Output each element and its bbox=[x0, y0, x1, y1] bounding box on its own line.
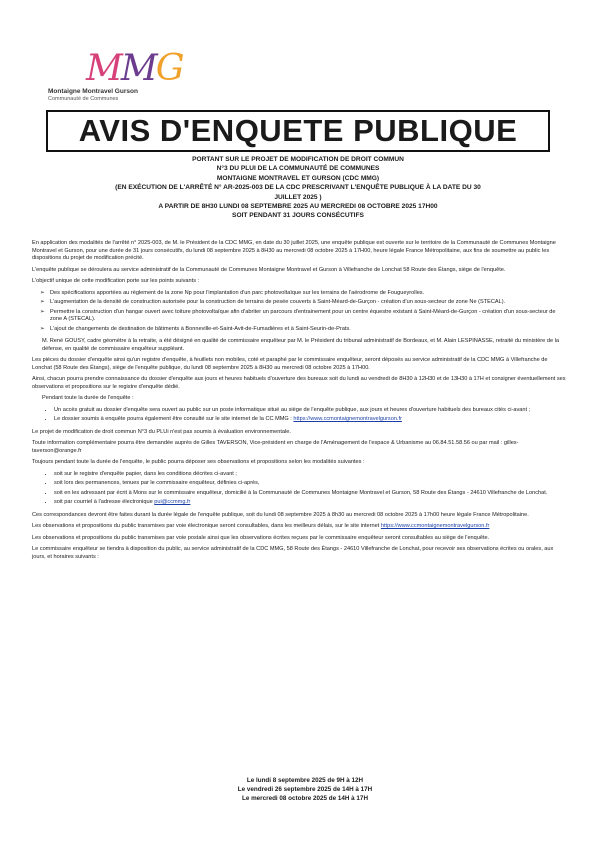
title-banner bbox=[46, 110, 550, 152]
intro-paragraph: L'enquête publique se déroulera au service administratif de la Communauté de Communes Montaigne Montravel et Gurson à Villefranche de Lonchat 58 Route des Étangs, siège de l'enquête. bbox=[32, 266, 506, 273]
logo-name: Montaigne Montravel Gurson bbox=[48, 88, 138, 95]
public-observations-paragraph: Les observations et propositions du public transmises par voie postale ainsi que les observations écrites reçues par le commissaire enquêteur seront consultables au siège de l'enquête. bbox=[32, 534, 490, 541]
website-link[interactable]: https://www.ccmontaignemontravelgurson.fr bbox=[293, 416, 402, 422]
schedule-line: Le vendredi 26 septembre 2025 de 14H à 17H bbox=[237, 786, 373, 793]
duration-intro: Pendant toute la durée de l'enquête : bbox=[42, 395, 134, 401]
email-link[interactable]: pui@ccmmg.fr bbox=[154, 499, 191, 505]
dossier-paragraph: Ainsi, chacun pourra prendre connaissance du dossier d'enquête aux jours et heures habituels d'ouverture des bureaux soit du lundi au vendredi de 8H30 à 12H30 et de 13H30 à 17H et consigner éventuellement ses observations et propositions sur le registre d'enquête dédié. bbox=[32, 376, 566, 390]
subheading bbox=[56, 155, 540, 221]
subheading-line: PORTANT SUR LE PROJET DE MODIFICATION DE DROIT COMMUN bbox=[192, 156, 404, 163]
info-paragraph: Toute information complémentaire pourra être demandée auprès de Gilles TAVERSON, Vice-président en charge de l'Aménagement de l'espace & Urbanisme au 06.84.51.58.56 ou par mail : gilles-taverson@orange.fr bbox=[32, 440, 519, 454]
subheading-line: MONTAIGNE MONTRAVEL ET GURSON (CDC MMG) bbox=[216, 174, 380, 182]
observations-list bbox=[32, 471, 566, 507]
logo-mark bbox=[86, 48, 183, 89]
duration-list bbox=[32, 407, 566, 424]
objectives-list bbox=[32, 290, 566, 334]
duration-item bbox=[54, 416, 566, 424]
intro-paragraph: En application des modalités de l'arrêté n° 2025-003, de M. le Président de la CDC MMG, en date du 30 juillet 2025, une enquête publique est ouverte sur le territoire de la Communauté de Communes Montaigne Montravel et Gurson, pour une durée de 31 jours consécutifs, du lundi 08 septembre 2025 à 8H30 au mercredi 08 octobre 2025 à 17H00, heure légale France Métropolitaine, aux fins de soumettre au public les dispositions du projet de modification précité. bbox=[32, 240, 556, 261]
duration-item: • Un accès gratuit au dossier d'enquête sera ouvert au public sur un poste informatique situé au siège de l'enquête publique, aux jours et heures d'ouverture habituels des bureaux cités ci-avant ; bbox=[54, 407, 566, 415]
observation-item bbox=[54, 499, 566, 507]
commissioners-paragraph: M. René GOUSY, cadre géomètre à la retraite, a été désigné en qualité de commissaire enquêteur par M. le Président du tribunal administratif de Bordeaux, et M. Alain LESPINASSE, retraité du ministère de la défense, en qualité de commissaire enquêteur suppléant. bbox=[42, 338, 559, 352]
objective-item: ➢ L'ajout de changements de destination de bâtiments à Bonneville-et-Saint-Avit-de-Fumadières et à Saint-Seurin-de-Prats. bbox=[50, 326, 566, 334]
logo-letter: M bbox=[120, 48, 156, 89]
subheading-line: (EN EXÉCUTION DE L'ARRÊTÉ N° AR-2025-003 DE LA CDC PRESCRIVANT L'ENQUÊTE PUBLIQUE À LA DATE DU 30 bbox=[115, 184, 481, 192]
observation-item: • soit en les adressant par écrit à Mons sur le commissaire enquêteur, domicilié à la Communauté de Communes Montaigne Montravel et Gurson, 58 Route des Étangs - 24610 Villefranche de Lonchat. bbox=[54, 490, 566, 498]
observation-item-text: soit par courriel à l'adresse électronique bbox=[54, 499, 155, 505]
permanence-schedule bbox=[160, 776, 450, 803]
page-title: AVIS D'ENQUETE PUBLIQUE bbox=[78, 113, 518, 148]
public-observations-paragraph bbox=[32, 523, 566, 531]
logo-letter: G bbox=[155, 48, 183, 89]
subheading-line: A PARTIR DE 8H30 LUNDI 08 SEPTEMBRE 2025 AU MERCREDI 08 OCTOBRE 2025 17H00 bbox=[158, 203, 438, 211]
objective-item: ➢ Des spécifications apportées au règlement de la zone Np pour l'implantation d'un parc photovoltaïque sur les terrains de l'aérodrome de Fougueyrolles. bbox=[50, 290, 566, 298]
observations-intro: Toujours pendant toute la durée de l'enquête, le public pourra déposer ses observations et propositions selon les modalités suivantes : bbox=[32, 459, 365, 465]
subheading-line: SOIT PENDANT 31 JOURS CONSÉCUTIFS bbox=[232, 212, 364, 220]
subheading-line: N°3 DU PLUI DE LA COMMUNAUTÉ DE COMMUNES bbox=[216, 165, 380, 173]
observation-item: • soit sur le registre d'enquête papier, dans les conditions décrites ci-avant ; bbox=[54, 471, 566, 479]
intro-paragraph: L'objectif unique de cette modification porte sur les points suivants : bbox=[32, 278, 200, 284]
subheading-line: JUILLET 2025 ) bbox=[274, 193, 322, 201]
objective-item: ➢ Permettre la construction d'un hangar ouvert avec toiture photovoltaïque afin d'abriter un parcours d'entrainement pour un centre équestre existant à Saint-Méard-de-Gurçon - création d'un sous-secteur de zone A (STECAL). bbox=[50, 309, 566, 324]
correspondence-paragraph: Ces correspondances devront être faites durant la durée légale de l'enquête publique, soit du lundi 08 septembre 2025 à 8h30 au mercredi 08 octobre 2025 à 17h00 heure légale France Métropolitaine. bbox=[32, 511, 529, 518]
schedule-line: Le lundi 8 septembre 2025 de 9H à 12H bbox=[246, 777, 364, 784]
dossier-paragraph: Les pièces du dossier d'enquête ainsi qu'un registre d'enquête, à feuillets non mobiles, coté et paraphé par le commissaire enquêteur, seront déposés au service administratif de la CDC MMG à Villefranche de Lonchat (58 Route des Étangs), siège de l'enquête publique, du lundi 08 septembre 2025 à 8H30 au mercredi 08 octobre 2025 à 17H00. bbox=[32, 357, 548, 371]
duration-item-text: Le dossier soumis à enquête pourra également être consulté sur le site internet de la CC MMG : bbox=[54, 416, 294, 422]
evaluation-paragraph: Le projet de modification de droit commun N°3 du PLUi n'est pas soumis à évaluation environnementale. bbox=[32, 428, 291, 435]
public-observations-text: Les observations et propositions du public transmises par voie électronique seront consultables, dans les meilleurs délais, sur le site internet bbox=[32, 523, 381, 529]
public-observations-link[interactable]: https://www.ccmontaignemontravelgurson.fr bbox=[380, 523, 490, 529]
notice-body bbox=[32, 240, 566, 565]
logo-letter: M bbox=[86, 48, 121, 89]
logo-subtitle: Communauté de Communes bbox=[48, 96, 119, 102]
objective-item: ➢ L'augmentation de la densité de construction autorisée pour la construction de terrains de pesée couverts à Saint-Méard-de-Gurçon - création d'un sous-secteur de zone Ne (STECAL). bbox=[50, 299, 566, 307]
schedule-line: Le mercredi 08 octobre 2025 de 14H à 17H bbox=[241, 795, 368, 802]
ccmmg-logo bbox=[48, 48, 183, 106]
public-observations-paragraph: Le commissaire enquêteur se tiendra à disposition du public, au service administratif de la CDC MMG, 58 Route des Étangs - 24610 Villefranche de Lonchat, pour recevoir ses observations écrites ou orales, aux jours, et horaires suivants : bbox=[32, 546, 554, 560]
observation-item: • soit lors des permanences, tenues par le commissaire enquêteur, définies ci-après, bbox=[54, 480, 566, 488]
